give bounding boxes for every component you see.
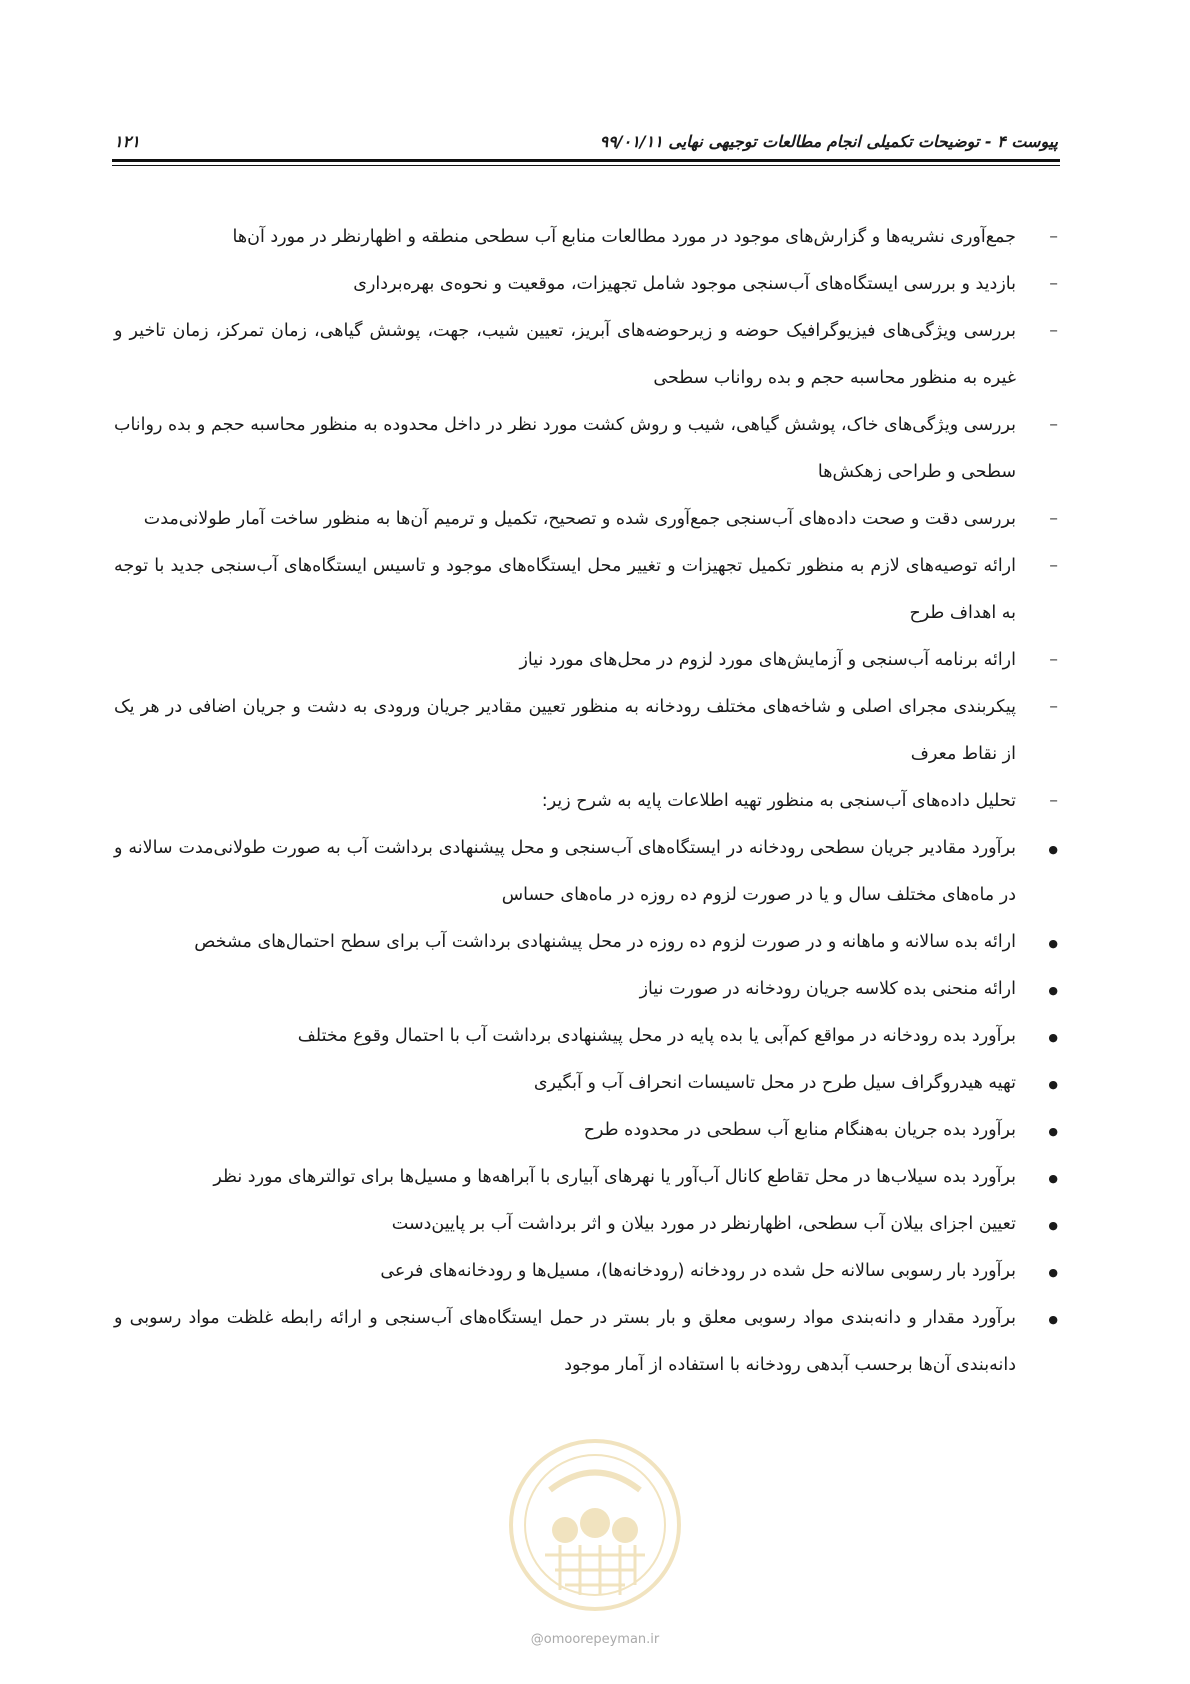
dash-marker xyxy=(1030,308,1058,355)
bullet-marker xyxy=(1030,1248,1058,1296)
bullet-item: ● برآورد بده سیلاب‌ها در محل تقاطع کانال آب‌آور یا نهرهای آبیاری با آبراهه‌ها و مسیل‌ها برای توالترهای مورد نظر xyxy=(114,1154,1058,1201)
list-item: – بازدید و بررسی ایستگاه‌های آب‌سنجی موجود شامل تجهیزات، موقعیت و نحوه‌ی بهره‌برداری xyxy=(114,261,1058,308)
bullet-marker xyxy=(1030,1060,1058,1108)
dash-marker xyxy=(1030,684,1058,731)
bullet-item: ● برآورد مقدار و دانه‌بندی مواد رسوبی معلق و بار بستر در حمل ایستگاه‌های آب‌سنجی و ارائه رابطه غلظت مواد رسوبی و دانه‌بندی آن‌ها برحسب آبدهی رودخانه با استفاده از آمار موجود xyxy=(114,1295,1058,1389)
list-item: – جمع‌آوری نشریه‌ها و گزارش‌های موجود در مورد مطالعات منابع آب سطحی منطقه و اظهارنظر در مورد آن‌ها xyxy=(114,214,1058,261)
page-number: ۱۲۱ xyxy=(114,131,140,151)
bullet-item: ● ارائه بده سالانه و ماهانه و در صورت لزوم ده روزه در محل پیشنهادی برداشت آب برای سطح احتمال‌های مشخص xyxy=(114,919,1058,966)
dash-marker xyxy=(1030,637,1058,684)
bullet-marker xyxy=(1030,1107,1058,1155)
bullet-item: ● ارائه منحنی بده کلاسه جریان رودخانه در صورت نیاز xyxy=(114,966,1058,1013)
list-item: – تحلیل داده‌های آب‌سنجی به منظور تهیه اطلاعات پایه به شرح زیر: xyxy=(114,778,1058,825)
bullet-item: ● برآورد بار رسوبی سالانه حل شده در رودخانه (رودخانه‌ها)، مسیل‌ها و رودخانه‌های فرعی xyxy=(114,1248,1058,1295)
dash-marker xyxy=(1030,402,1058,449)
dash-marker xyxy=(1030,214,1058,261)
bullet-marker xyxy=(1030,825,1058,873)
dash-marker xyxy=(1030,496,1058,543)
bullet-marker xyxy=(1030,966,1058,1014)
bullet-item: ● برآورد بده رودخانه در مواقع کم‌آبی یا بده پایه در محل پیشنهادی برداشت آب با احتمال وقوع مختلف xyxy=(114,1013,1058,1060)
dash-marker xyxy=(1030,261,1058,308)
page-header xyxy=(114,128,1058,154)
list-item: – بررسی دقت و صحت داده‌های آب‌سنجی جمع‌آوری شده و تصحیح، تکمیل و ترمیم آن‌ها به منظور ساخت آمار طولانی‌مدت xyxy=(114,496,1058,543)
list-item: – پیکربندی مجرای اصلی و شاخه‌های مختلف رودخانه به منظور تعیین مقادیر جریان ورودی به دشت و جریان اضافی در هر یک از نقاط معرف xyxy=(114,684,1058,778)
bullet-item: ● تعیین اجزای بیلان آب سطحی، اظهارنظر در مورد بیلان و اثر برداشت آب بر پایین‌دست xyxy=(114,1201,1058,1248)
bullet-item: ● برآورد بده جریان به‌هنگام منابع آب سطحی در محدوده طرح xyxy=(114,1107,1058,1154)
list-item: – بررسی ویژگی‌های فیزیوگرافیک حوضه و زیرحوضه‌های آبریز، تعیین شیب، جهت، پوشش گیاهی، زمان تمرکز، زمان تاخیر و غیره به منظور محاسبه حجم و بده رواناب سطحی xyxy=(114,308,1058,402)
running-title: پیوست ۴ - توضیحات تکمیلی انجام مطالعات توجیهی نهایی ۹۹/۰۱/۱۱ xyxy=(599,131,1058,151)
body-text xyxy=(114,214,1058,1389)
watermark-url: @omoorepeyman.ir xyxy=(530,1632,660,1647)
bullet-item: ● برآورد مقادیر جریان سطحی رودخانه در ایستگاه‌های آب‌سنجی و محل پیشنهادی برداشت آب به صورت طولانی‌مدت سالانه و در ماه‌های مختلف سال و یا در صورت لزوم ده روزه در ماه‌های حساس xyxy=(114,825,1058,919)
bullet-marker xyxy=(1030,1295,1058,1343)
list-item: – ارائه برنامه آب‌سنجی و آزمایش‌های مورد لزوم در محل‌های مورد نیاز xyxy=(114,637,1058,684)
list-item: – بررسی ویژگی‌های خاک، پوشش گیاهی، شیب و روش کشت مورد نظر در داخل محدوده به منظور محاسبه حجم و بده رواناب سطحی و طراحی زهکش‌ها xyxy=(114,402,1058,496)
list-item: – ارائه توصیه‌های لازم به منظور تکمیل تجهیزات و تغییر محل ایستگاه‌های موجود و تاسیس ایستگاه‌های آب‌سنجی جدید با توجه به اهداف طرح xyxy=(114,543,1058,637)
bullet-marker xyxy=(1030,1013,1058,1061)
header-rule-thick xyxy=(112,159,1060,162)
bullet-item: ● تهیه هیدروگراف سیل طرح در محل تاسیسات انحراف آب و آبگیری xyxy=(114,1060,1058,1107)
bullet-marker xyxy=(1030,919,1058,967)
bullet-marker xyxy=(1030,1154,1058,1202)
dash-marker xyxy=(1030,778,1058,825)
bullet-marker xyxy=(1030,1201,1058,1249)
header-rule-thin xyxy=(112,165,1060,166)
watermark-seal-icon xyxy=(505,1435,685,1615)
dash-marker xyxy=(1030,543,1058,590)
